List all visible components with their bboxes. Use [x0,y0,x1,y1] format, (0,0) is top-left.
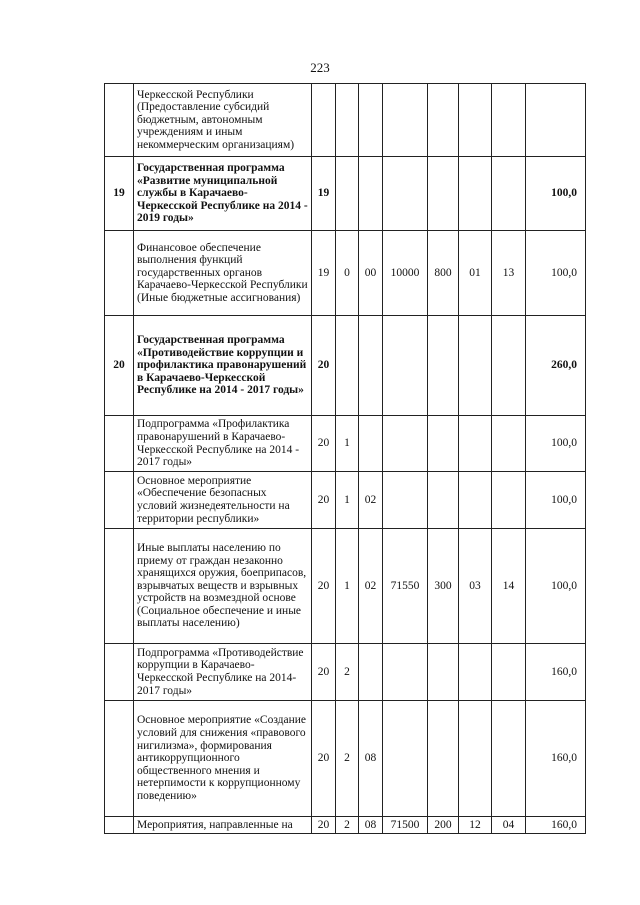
row-amount: 100,0 [526,472,586,529]
row-description: Основное мероприятие «Создание условий для снижения «правового нигилизма», формирования антикоррупционного общественного мнения и нетерпимости к коррупционному поведению» [134,701,312,817]
row-number [105,84,134,157]
table-row [105,817,586,834]
code-section [459,157,492,231]
code-direction: 71500 [383,817,428,834]
table-row [105,529,586,644]
table-row [105,157,586,231]
code-section: 01 [459,231,492,316]
row-description: Государственная программа «Противодействие коррупции и профилактика правонарушений в Карачаево-Черкесской Республике на 2014 - 2017 годы» [134,316,312,416]
table-row [105,231,586,316]
code-subsection: 04 [492,817,526,834]
row-description: Черкесской Республики (Предоставление субсидий бюджетным, автономным учреждениям и иным некоммерческим организациям) [134,84,312,157]
row-amount [526,84,586,157]
code-expense-type [428,416,459,472]
code-program [312,84,336,157]
table-row [105,701,586,817]
code-expense-type [428,701,459,817]
code-subprogram: 2 [336,644,359,701]
code-direction [383,84,428,157]
table-row [105,316,586,416]
code-program: 20 [312,817,336,834]
row-description: Мероприятия, направленные на [134,817,312,834]
code-section [459,84,492,157]
code-subprogram [336,316,359,416]
table-row [105,644,586,701]
table-row [105,416,586,472]
code-direction [383,416,428,472]
code-program: 20 [312,529,336,644]
code-direction [383,701,428,817]
code-main-event [359,316,383,416]
code-subsection [492,84,526,157]
code-direction: 71550 [383,529,428,644]
code-expense-type [428,157,459,231]
row-description: Подпрограмма «Противодействие коррупции в Карачаево-Черкесской Республике на 2014-2017 годы» [134,644,312,701]
row-description: Основное мероприятие «Обеспечение безопасных условий жизнедеятельности на территории республики» [134,472,312,529]
code-section: 03 [459,529,492,644]
row-number: 20 [105,316,134,416]
code-subsection [492,472,526,529]
code-program: 19 [312,231,336,316]
code-direction [383,472,428,529]
code-program: 20 [312,316,336,416]
code-expense-type [428,84,459,157]
code-main-event [359,157,383,231]
code-section [459,316,492,416]
code-subsection [492,316,526,416]
code-direction [383,316,428,416]
code-expense-type: 800 [428,231,459,316]
code-section [459,644,492,701]
code-subsection: 13 [492,231,526,316]
code-subsection [492,157,526,231]
row-number [105,701,134,817]
row-number [105,817,134,834]
code-main-event: 00 [359,231,383,316]
row-amount: 100,0 [526,529,586,644]
code-direction: 10000 [383,231,428,316]
code-expense-type [428,316,459,416]
code-subprogram: 1 [336,472,359,529]
code-subsection [492,701,526,817]
row-amount: 100,0 [526,157,586,231]
row-amount: 160,0 [526,644,586,701]
code-main-event [359,84,383,157]
table-row [105,472,586,529]
code-expense-type [428,472,459,529]
row-description: Иные выплаты населению по приему от граждан незаконно хранящихся оружия, боеприпасов, взрывчатых веществ и взрывных устройств на возмездной основе (Социальное обеспечение и иные выплаты населению) [134,529,312,644]
page-number: 223 [310,60,330,75]
code-section: 12 [459,817,492,834]
code-subprogram: 2 [336,701,359,817]
code-expense-type: 200 [428,817,459,834]
code-main-event [359,644,383,701]
code-program: 20 [312,472,336,529]
row-number [105,644,134,701]
code-direction [383,644,428,701]
code-subprogram [336,157,359,231]
code-main-event: 08 [359,817,383,834]
code-program: 20 [312,701,336,817]
row-amount: 160,0 [526,701,586,817]
code-expense-type: 300 [428,529,459,644]
row-number [105,231,134,316]
code-direction [383,157,428,231]
code-subprogram: 1 [336,416,359,472]
code-subprogram [336,84,359,157]
code-expense-type [428,644,459,701]
row-description: Подпрограмма «Профилактика правонарушений в Карачаево-Черкесской Республике на 2014 - 2017 годы» [134,416,312,472]
row-number: 19 [105,157,134,231]
row-number [105,472,134,529]
code-program: 20 [312,644,336,701]
row-number [105,416,134,472]
row-description: Финансовое обеспечение выполнения функций государственных органов Карачаево-Черкесской Республики (Иные бюджетные ассигнования) [134,231,312,316]
code-main-event: 08 [359,701,383,817]
table-row [105,84,586,157]
budget-table [104,83,586,834]
code-subsection [492,416,526,472]
row-amount: 160,0 [526,817,586,834]
row-number [105,529,134,644]
code-main-event: 02 [359,529,383,644]
code-section [459,701,492,817]
table-body [105,84,586,834]
row-amount: 260,0 [526,316,586,416]
row-amount: 100,0 [526,416,586,472]
code-main-event: 02 [359,472,383,529]
code-subprogram: 2 [336,817,359,834]
code-section [459,416,492,472]
code-main-event [359,416,383,472]
row-description: Государственная программа «Развитие муниципальной службы в Карачаево-Черкесской Республике на 2014 - 2019 годы» [134,157,312,231]
row-amount: 100,0 [526,231,586,316]
code-subprogram: 0 [336,231,359,316]
code-section [459,472,492,529]
code-program: 19 [312,157,336,231]
code-subprogram: 1 [336,529,359,644]
code-program: 20 [312,416,336,472]
code-subsection: 14 [492,529,526,644]
code-subsection [492,644,526,701]
